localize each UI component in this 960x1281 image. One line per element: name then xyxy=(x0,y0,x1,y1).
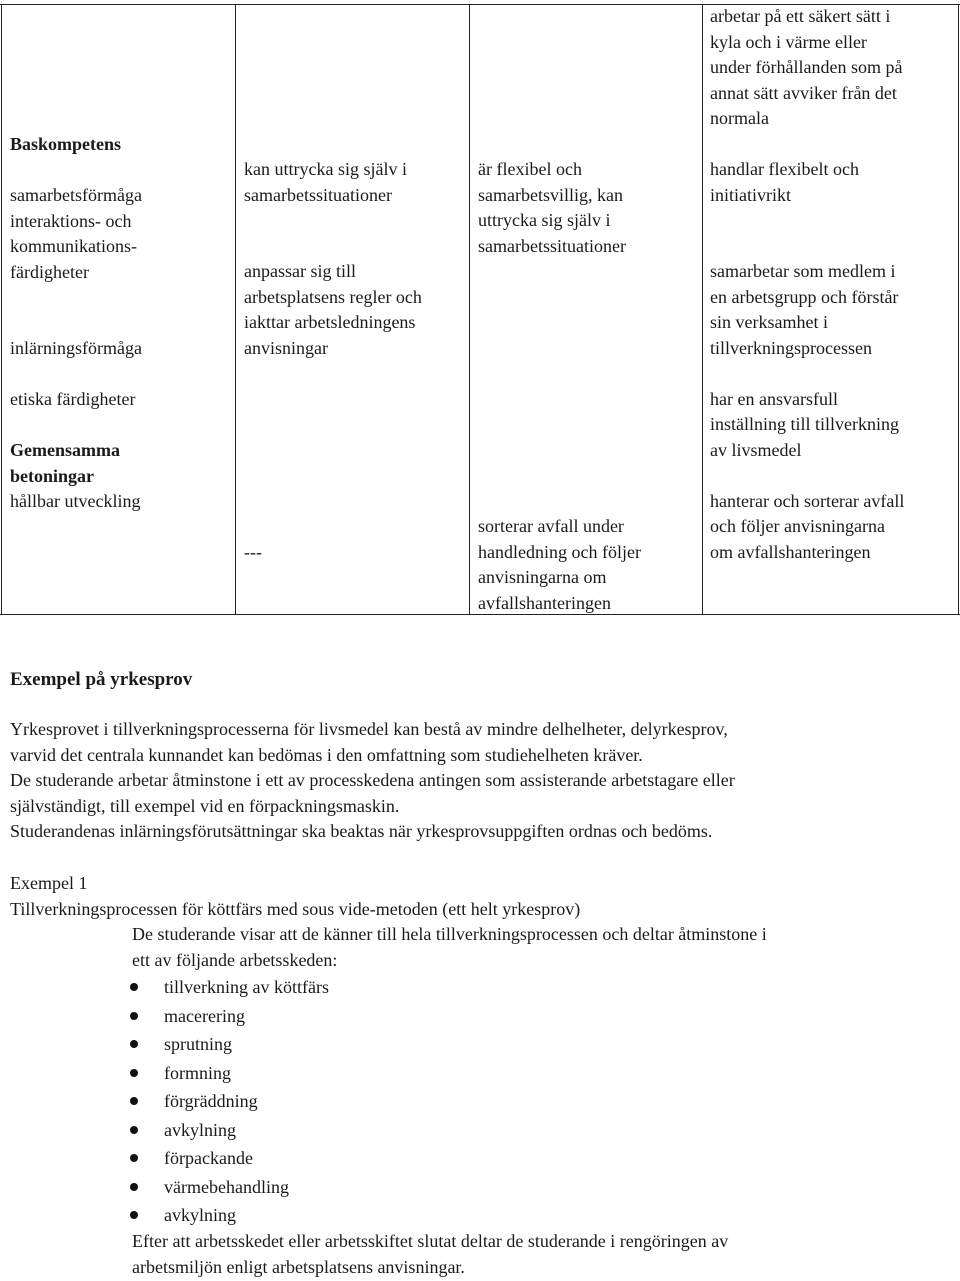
criterion-text: kan uttrycka sig själv i xyxy=(244,159,407,179)
criterion-text: annat sätt avviker från det xyxy=(710,82,897,103)
example-outro xyxy=(132,1229,952,1280)
list-item-label: förpackande xyxy=(164,1148,253,1168)
example-subtitle: Tillverkningsprocessen för köttfärs med sous vide-metoden (ett helt yrkesprov) xyxy=(10,899,581,919)
criterion-text: avfallshanteringen xyxy=(478,592,611,613)
criterion-text: hanterar och sorterar avfall xyxy=(710,490,905,511)
criterion-text: av livsmedel xyxy=(710,439,802,460)
bullet-icon xyxy=(130,1012,138,1020)
table-col-level-2-sustain xyxy=(478,514,698,616)
example-intro xyxy=(132,922,952,973)
common-emphasis-heading: betoningar xyxy=(10,465,95,486)
competence-item: interaktions- och xyxy=(10,210,132,231)
bullet-icon xyxy=(130,1069,138,1077)
criterion-text: kyla och i värme eller xyxy=(710,31,867,52)
list-item-label: förgräddning xyxy=(164,1091,258,1111)
list-item xyxy=(128,973,628,1002)
intro-line: De studerande visar att de känner till hela tillverkningsprocessen och deltar åtminstone i xyxy=(132,924,767,944)
work-stage-list xyxy=(128,973,628,1230)
list-item-label: avkylning xyxy=(164,1119,236,1140)
list-item-label: formning xyxy=(164,1062,231,1083)
bullet-icon xyxy=(130,1126,138,1134)
list-item xyxy=(128,1030,628,1059)
learning-ability: inlärningsförmåga xyxy=(10,338,142,358)
bullet-icon xyxy=(130,1040,138,1048)
list-item xyxy=(128,1173,628,1202)
bullet-icon xyxy=(130,1154,138,1162)
criterion-text: arbetar på ett säkert sätt i xyxy=(710,6,891,26)
criterion-text: normala xyxy=(710,108,769,128)
criterion-text: samarbetsvillig, kan xyxy=(478,184,623,205)
criterion-text: samarbetssituationer xyxy=(244,184,392,205)
table-divider-3 xyxy=(702,4,703,615)
criterion-text: sin verksamhet i xyxy=(710,312,828,332)
list-item-label: macerering xyxy=(164,1005,245,1026)
list-item-label: värmebehandling xyxy=(164,1176,289,1197)
example-title: Exempel 1 xyxy=(10,873,88,893)
outro-line: arbetsmiljön enligt arbetsplatsens anvisningar. xyxy=(132,1256,465,1277)
list-item xyxy=(128,1144,628,1173)
criterion-text: handlar flexibelt och xyxy=(710,159,859,179)
baskompetens-heading: Baskompetens xyxy=(10,134,122,154)
criterion-text: anvisningar xyxy=(244,337,328,358)
list-item-label: avkylning xyxy=(164,1205,236,1225)
table-divider-2 xyxy=(469,4,470,615)
common-emphasis-heading: Gemensamma xyxy=(10,440,120,460)
criterion-text: under förhållanden som på xyxy=(710,57,903,77)
table-divider-1 xyxy=(235,4,236,615)
bullet-icon xyxy=(130,1183,138,1191)
outro-line: Efter att arbetsskedet eller arbetsskiftet slutat deltar de studerande i rengöringen av xyxy=(132,1231,729,1251)
criterion-text: sorterar avfall under xyxy=(478,516,624,536)
criterion-text: om avfallshanteringen xyxy=(710,541,871,562)
bullet-icon xyxy=(130,1211,138,1219)
table-col-level-3 xyxy=(710,4,955,565)
list-item-label: sprutning xyxy=(164,1034,233,1054)
ethical-skills: etiska färdigheter xyxy=(10,389,136,409)
paragraph-line: Yrkesprovet i tillverkningsprocesserna för livsmedel kan bestå av mindre delhelheter, delyrkesprov, xyxy=(10,719,728,739)
sustainable-development: hållbar utveckling xyxy=(10,491,141,511)
criterion-text: initiativrikt xyxy=(710,184,791,205)
criterion-text: och följer anvisningarna xyxy=(710,516,885,536)
criterion-text: arbetsplatsens regler och xyxy=(244,286,422,307)
criterion-text: inställning till tillverkning xyxy=(710,414,899,434)
paragraph-line: varvid det centrala kunnandet kan bedömas i den omfattning som studiehelheten kräver. xyxy=(10,744,643,765)
competence-item: kommunikations- xyxy=(10,236,137,256)
criterion-text: anpassar sig till xyxy=(244,261,356,281)
list-item xyxy=(128,1002,628,1031)
list-item xyxy=(128,1059,628,1088)
list-item xyxy=(128,1201,628,1230)
list-item xyxy=(128,1087,628,1116)
list-item xyxy=(128,1116,628,1145)
paragraph-line: självständigt, till exempel vid en förpackningsmaskin. xyxy=(10,795,400,816)
criterion-text: uttrycka sig själv i xyxy=(478,210,611,230)
criterion-text: iakttar arbetsledningens xyxy=(244,312,416,332)
dash-placeholder xyxy=(244,540,262,566)
bullet-icon xyxy=(130,983,138,991)
criterion-text: en arbetsgrupp och förstår xyxy=(710,286,899,307)
paragraph-line: De studerande arbetar åtminstone i ett av processkedena antingen som assisterande arbetstagare eller xyxy=(10,770,735,790)
bullet-icon xyxy=(130,1097,138,1105)
section-paragraph xyxy=(10,717,955,845)
table-col-level-1 xyxy=(244,157,464,361)
table-right-border xyxy=(958,4,959,615)
criterion-text: samarbetssituationer xyxy=(478,235,626,256)
dash-text: --- xyxy=(244,542,262,562)
criterion-text: handledning och följer xyxy=(478,541,641,562)
list-item-label: tillverkning av köttfärs xyxy=(164,977,329,997)
paragraph-line: Studerandenas inlärningsförutsättningar ska beaktas när yrkesprovsuppgiften ordnas och bedöms. xyxy=(10,821,713,841)
criterion-text: har en ansvarsfull xyxy=(710,388,838,409)
criterion-text: anvisningarna om xyxy=(478,567,607,587)
table-col-competence xyxy=(10,132,230,515)
intro-line: ett av följande arbetsskeden: xyxy=(132,949,338,970)
competence-item: färdigheter xyxy=(10,261,89,282)
criterion-text: samarbetar som medlem i xyxy=(710,261,896,281)
table-left-border xyxy=(1,4,2,615)
competence-item: samarbetsförmåga xyxy=(10,185,142,205)
criterion-text: är flexibel och xyxy=(478,159,582,179)
section-heading: Exempel på yrkesprov xyxy=(10,669,193,690)
table-col-level-2 xyxy=(478,157,698,259)
criterion-text: tillverkningsprocessen xyxy=(710,337,872,358)
